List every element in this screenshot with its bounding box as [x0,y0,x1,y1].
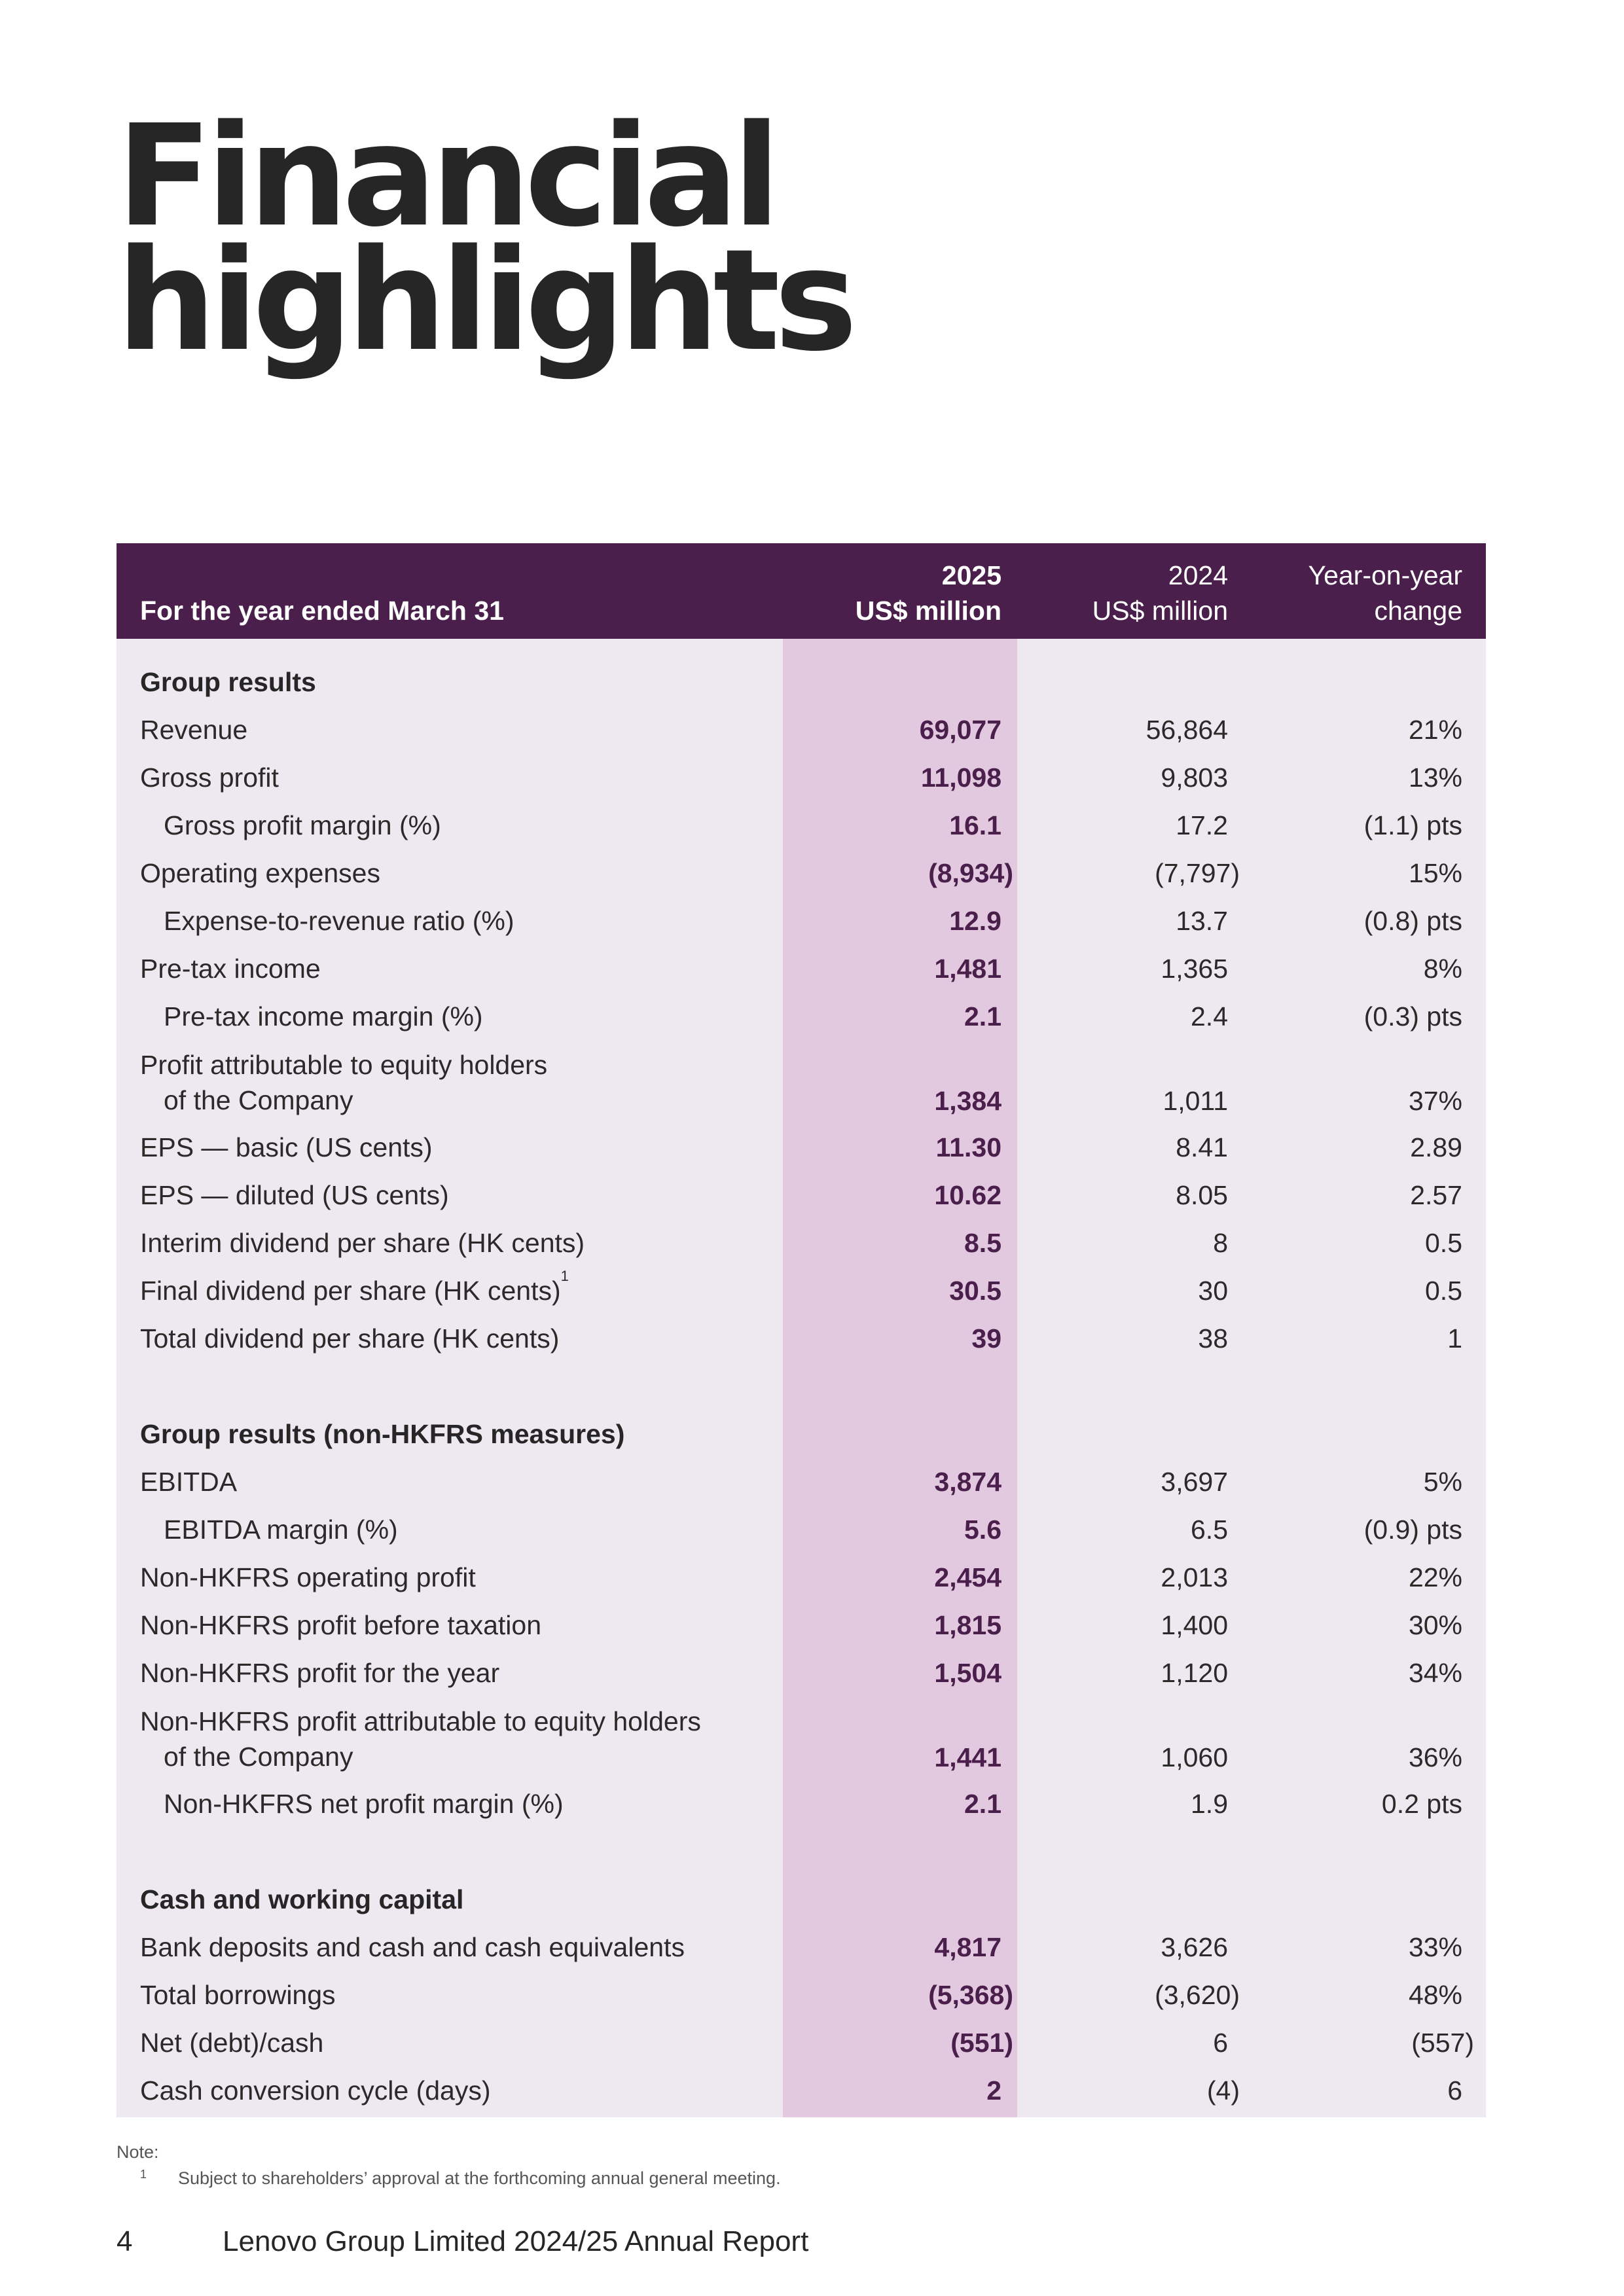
row-label-text: Total dividend per share (HK cents) [140,1323,560,1354]
row-label [140,1924,685,1971]
table-body [117,639,1486,2117]
value-2024: 3,626 [1161,1932,1228,1962]
value-2024: 6.5 [1191,1515,1228,1545]
row-label [140,1172,449,1219]
value-2025: 1,441 [934,1742,1001,1772]
table-row [117,1315,1486,1363]
value-yoy-change: 37% [1408,1086,1462,1116]
value-2024: 38 [1198,1323,1228,1354]
table-row [117,1780,1486,1828]
row-label [140,850,380,897]
value-yoy-change: (557) [1411,2028,1474,2058]
note-title: Note: [117,2142,159,2162]
row-label-text: Non-HKFRS profit before taxation [140,1610,541,1640]
value-2025: (8,934) [928,858,1013,888]
section-title: Cash and working capital [140,1884,464,1914]
page-title [117,95,852,382]
value-2024: 8.05 [1176,1180,1228,1210]
value-yoy-change: 2.89 [1410,1132,1462,1162]
footnote [117,2139,781,2191]
row-label [140,706,247,754]
table-row [117,945,1486,993]
value-2024: 2,013 [1161,1562,1228,1592]
table-section [117,658,1486,1363]
value-yoy-change: 21% [1408,715,1462,745]
value-2024: 1,120 [1161,1658,1228,1688]
row-label [140,2067,490,2115]
section-title: Group results [140,667,316,697]
row-label [140,1458,237,1506]
value-2025: 1,504 [934,1658,1001,1688]
value-yoy-change: 22% [1408,1562,1462,1592]
table-row [117,1971,1486,2019]
value-2024: 8 [1213,1228,1228,1258]
row-label-text: Net (debt)/cash [140,2028,324,2058]
row-label-text: Pre-tax income [140,954,321,984]
row-label-text: Gross profit margin (%) [164,810,441,840]
row-label [140,945,321,993]
value-2025: 16.1 [949,810,1001,840]
header-yoy-line-2: change [1374,596,1462,626]
row-label-text: Non-HKFRS profit for the year [140,1658,500,1688]
value-2024: 1.9 [1191,1789,1228,1819]
row-label [164,802,441,850]
row-label [140,1971,336,2019]
value-2025: (551) [950,2028,1013,2058]
table-row [117,1124,1486,1172]
table-row [117,1172,1486,1219]
value-2024: 1,060 [1161,1742,1228,1772]
title-line-2: highlights [117,219,852,382]
value-yoy-change: 48% [1408,1980,1462,2010]
header-yoy-line-1: Year-on-year [1308,560,1462,590]
value-2024: 13.7 [1176,906,1228,936]
row-label-text: Non-HKFRS operating profit [140,1562,476,1592]
table-row [117,1041,1486,1124]
table-row [117,2019,1486,2067]
value-2024: 3,697 [1161,1467,1228,1497]
table-row [117,1506,1486,1554]
value-2025: 2,454 [934,1562,1001,1592]
financial-highlights-table [117,543,1486,2117]
row-label-text: Gross profit [140,762,279,793]
value-yoy-change: 5% [1423,1467,1462,1497]
value-yoy-change: 13% [1408,762,1462,793]
value-2024: 30 [1198,1276,1228,1306]
row-label [140,1704,701,1775]
table-row [117,1697,1486,1780]
row-label-text: EPS — basic (US cents) [140,1132,433,1162]
row-label-text: Final dividend per share (HK cents) [140,1276,561,1306]
row-label [164,993,483,1041]
row-label [164,1506,398,1554]
value-2025: 11.30 [935,1132,1001,1162]
value-2025: 1,384 [934,1086,1001,1116]
row-label-text: Profit attributable to equity holders [140,1050,548,1080]
value-2024: 1,400 [1161,1610,1228,1640]
value-yoy-change: 1 [1447,1323,1462,1354]
value-2025: 1,481 [934,954,1001,984]
table-row [117,754,1486,802]
header-2025-unit: US$ million [855,596,1001,626]
value-2024: (4) [1206,2075,1240,2106]
page-number: 4 [117,2225,133,2257]
value-2025: 3,874 [934,1467,1001,1497]
value-2025: 12.9 [949,906,1001,936]
row-label [140,1315,559,1363]
row-label [164,897,514,945]
row-label-text: EBITDA [140,1467,238,1497]
value-2024: 1,365 [1161,954,1228,984]
row-label-text: Pre-tax income margin (%) [164,1001,483,1031]
report-title: Lenovo Group Limited 2024/25 Annual Report [223,2225,809,2257]
table-row [117,802,1486,850]
value-2024: 8.41 [1176,1132,1228,1162]
value-2024: (7,797) [1155,858,1240,888]
header-2025 [856,558,1001,628]
table-row [117,1267,1486,1315]
value-2024: 9,803 [1161,762,1228,793]
value-yoy-change: 0.5 [1425,1228,1462,1258]
footnote-ref: 1 [560,1268,569,1285]
row-label-text: EBITDA margin (%) [164,1515,398,1545]
row-label-text: Bank deposits and cash and cash equivalents [140,1932,685,1962]
value-yoy-change: (0.8) pts [1363,906,1462,936]
value-2025: 10.62 [934,1180,1001,1210]
table-row [117,1924,1486,1971]
header-2025-year: 2025 [941,560,1001,590]
row-label [164,1780,564,1828]
row-label [140,1602,541,1649]
table-row [117,850,1486,897]
table-row [117,1219,1486,1267]
row-label-text: Interim dividend per share (HK cents) [140,1228,585,1258]
value-2025: 8.5 [964,1228,1001,1258]
value-yoy-change: 6 [1447,2075,1462,2106]
table-row [117,2067,1486,2115]
row-label [140,1124,433,1172]
header-2024-year: 2024 [1168,560,1228,590]
table-row [117,1554,1486,1602]
header-2024 [1092,558,1228,628]
footnote-text: Subject to shareholders’ approval at the forthcoming annual general meeting. [178,2168,781,2188]
value-2025: 4,817 [934,1932,1001,1962]
value-yoy-change: 34% [1408,1658,1462,1688]
row-label [140,1649,499,1697]
value-2025: 2 [986,2075,1001,2106]
value-2025: 11,098 [920,762,1001,793]
value-2025: 39 [971,1323,1001,1354]
value-2024: 2.4 [1191,1001,1228,1031]
table-row [117,1649,1486,1697]
table-row [117,706,1486,754]
value-2025: 5.6 [964,1515,1001,1545]
value-2024: 1,011 [1163,1086,1228,1116]
row-label-continued: of the Company [164,1742,353,1772]
value-yoy-change: (0.3) pts [1363,1001,1462,1031]
row-label-text: Cash conversion cycle (days) [140,2075,491,2106]
row-label-text: Non-HKFRS net profit margin (%) [164,1789,564,1819]
value-yoy-change: 0.2 pts [1381,1789,1462,1819]
value-yoy-change: 30% [1408,1610,1462,1640]
table-row [117,897,1486,945]
value-yoy-change: (0.9) pts [1363,1515,1462,1545]
row-label-text: Operating expenses [140,858,380,888]
row-label-text: Non-HKFRS profit attributable to equity holders [140,1706,701,1736]
header-yoy-change [1308,558,1462,628]
value-2024: (3,620) [1155,1980,1240,2010]
value-yoy-change: 2.57 [1410,1180,1462,1210]
value-yoy-change: (1.1) pts [1363,810,1462,840]
value-2025: 2.1 [964,1789,1001,1819]
value-yoy-change: 33% [1408,1932,1462,1962]
row-label [140,2019,323,2067]
row-label [140,1267,569,1315]
header-2024-unit: US$ million [1092,596,1228,626]
value-yoy-change: 15% [1408,858,1462,888]
value-2025: 2.1 [964,1001,1001,1031]
table-row [117,1602,1486,1649]
row-label-continued: of the Company [164,1085,353,1115]
value-2025: 30.5 [949,1276,1001,1306]
row-label-text: Revenue [140,715,248,745]
row-label-text: Total borrowings [140,1980,336,2010]
row-label-text: Expense-to-revenue ratio (%) [164,906,514,936]
footnote-mark: 1 [140,2168,147,2181]
value-2025: (5,368) [928,1980,1013,2010]
section-title: Group results (non-HKFRS measures) [140,1419,625,1449]
value-2024: 17.2 [1176,810,1228,840]
table-row [117,993,1486,1041]
row-label [140,1219,585,1267]
value-yoy-change: 0.5 [1425,1276,1462,1306]
value-2024: 6 [1213,2028,1228,2058]
value-2024: 56,864 [1146,715,1228,745]
value-yoy-change: 36% [1408,1742,1462,1772]
footnote-1 [117,2165,781,2191]
row-label [140,1554,476,1602]
value-2025: 1,815 [934,1610,1001,1640]
row-label-text: EPS — diluted (US cents) [140,1180,449,1210]
table-row [117,1458,1486,1506]
table-section [117,1410,1486,1828]
table-section [117,1876,1486,2115]
header-period-label: For the year ended March 31 [140,596,504,626]
value-yoy-change: 8% [1423,954,1462,984]
row-label [140,754,279,802]
table-header [117,543,1486,639]
title-line-1: Financial [117,95,775,258]
row-label [140,1047,547,1119]
value-2025: 69,077 [919,715,1001,745]
